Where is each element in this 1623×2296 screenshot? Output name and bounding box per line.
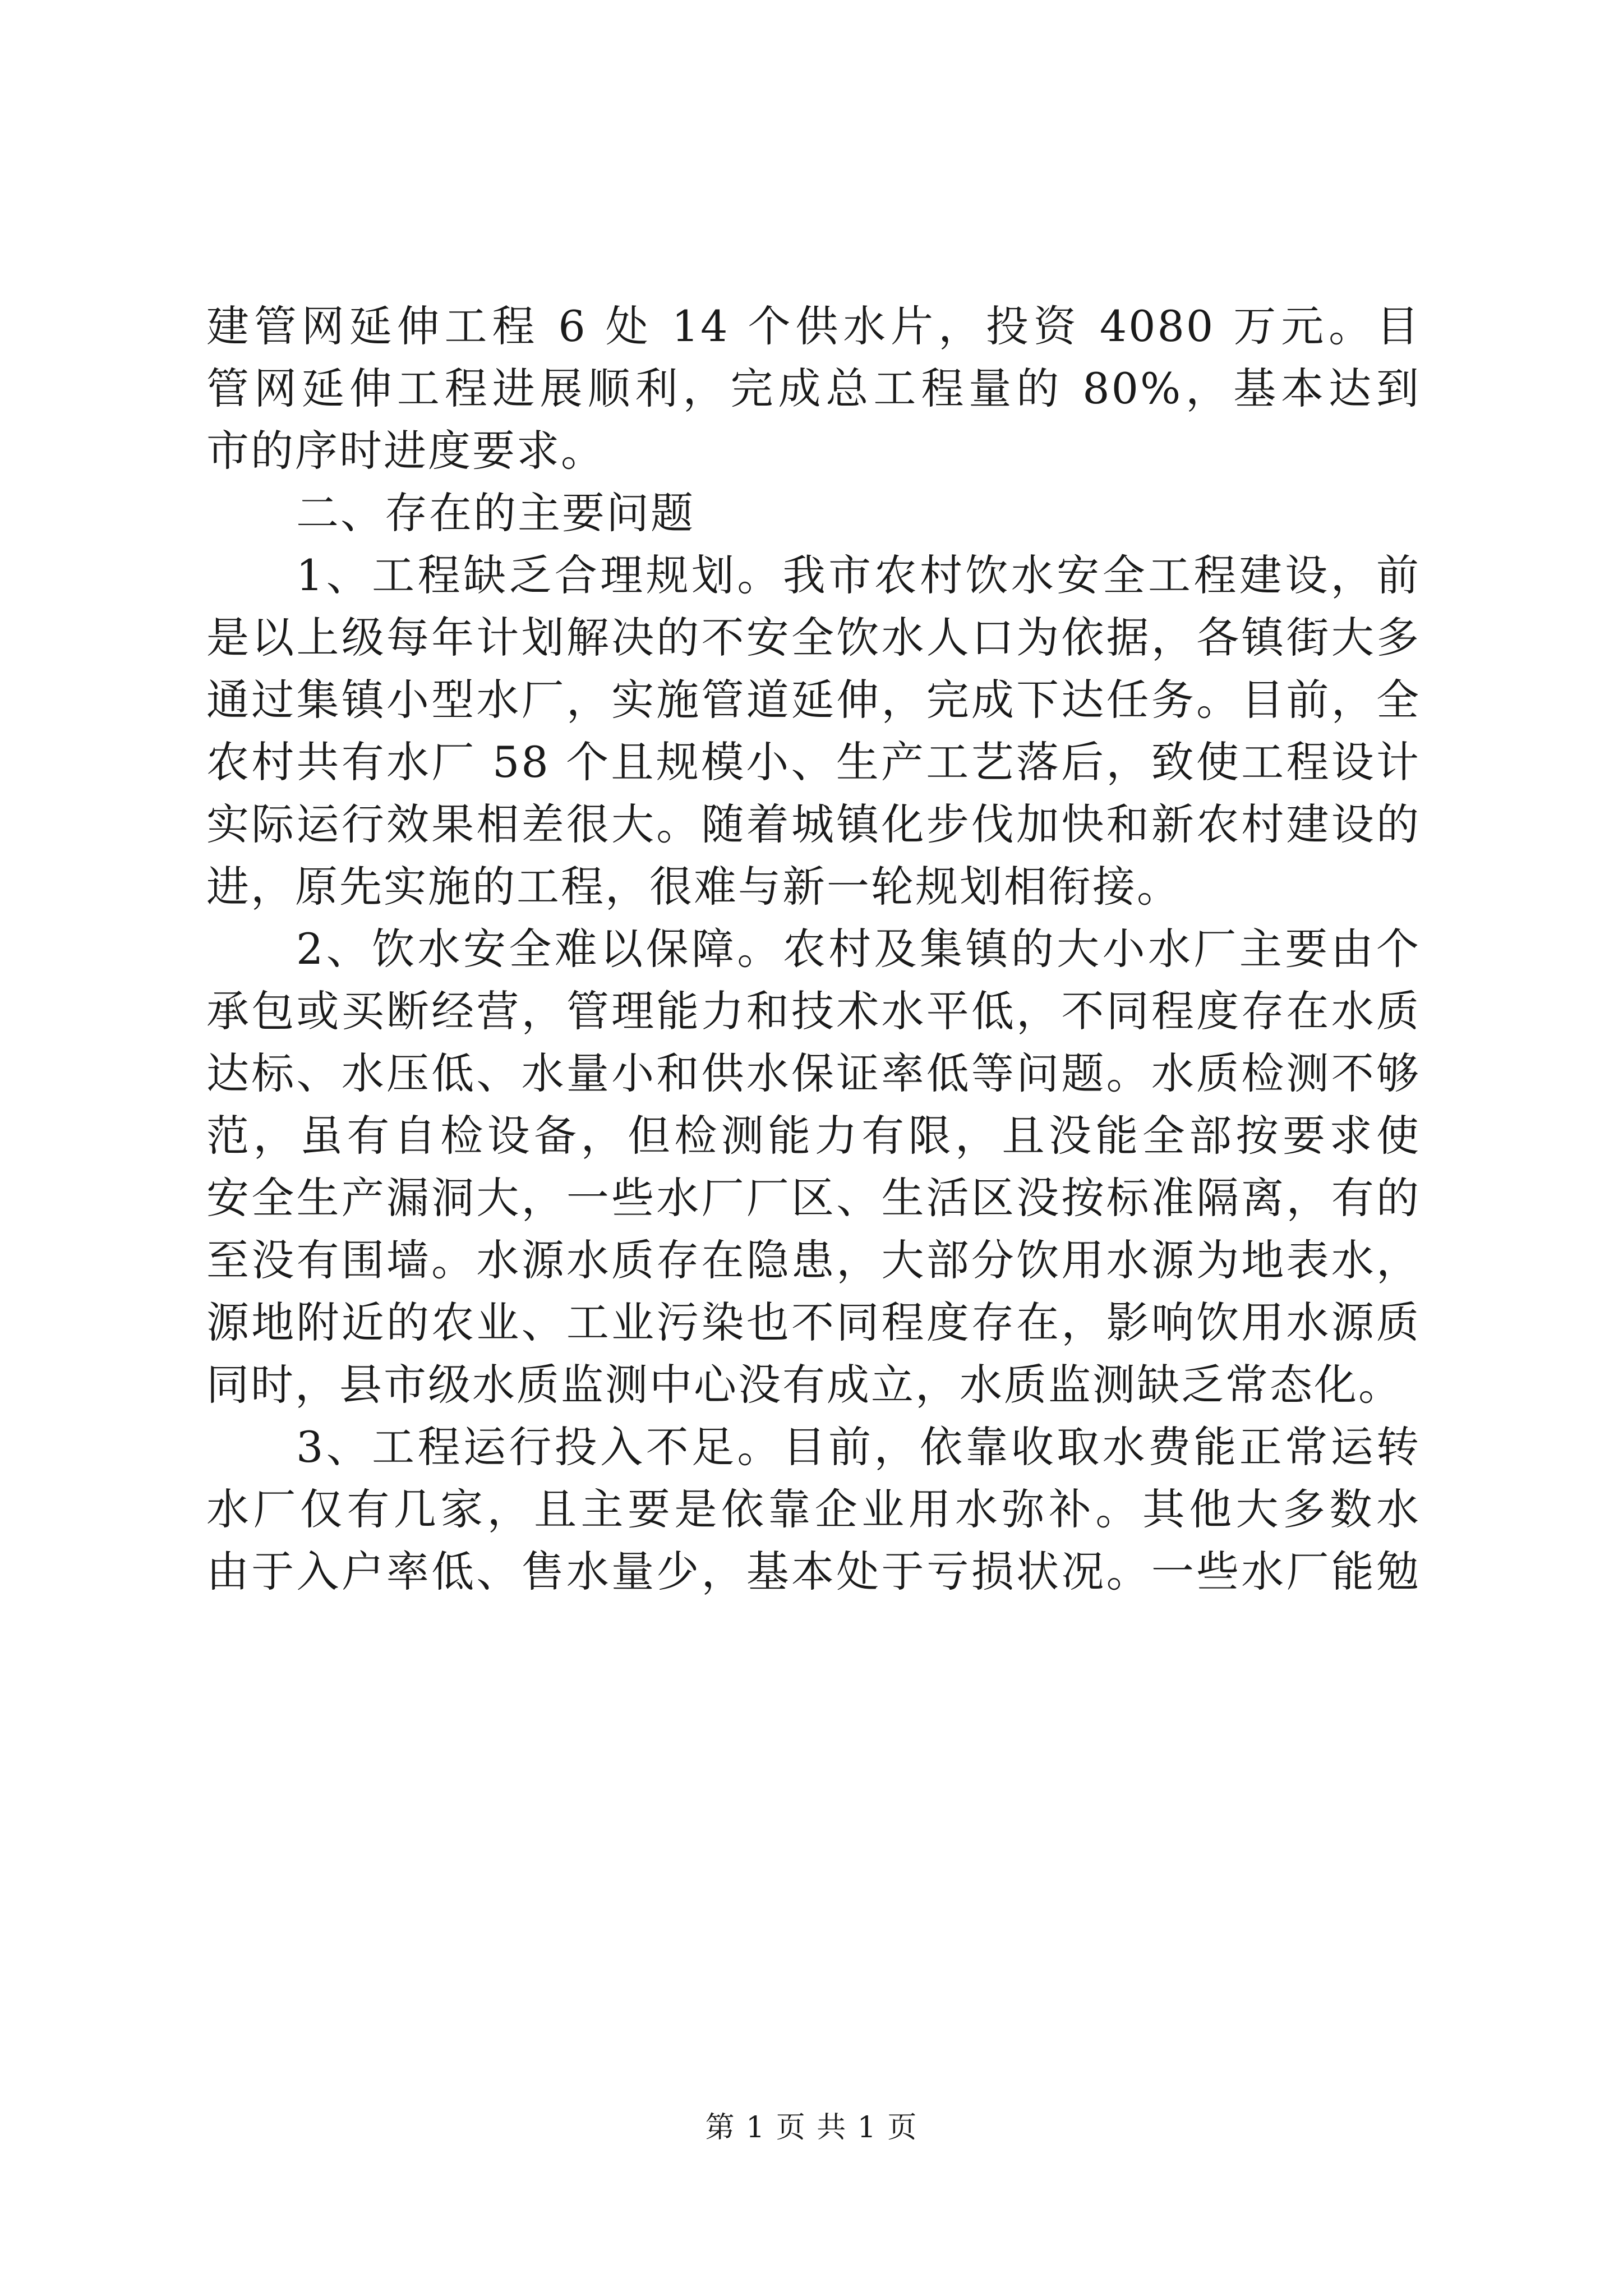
text-line: 达标、水压低、水量小和供水保证率低等问题。水质检测不够 [206, 1048, 1421, 1098]
text-line: 市的序时进度要求。 [206, 426, 605, 476]
text-line: 管网延伸工程进展顺利，完成总工程量的 80%，基本达到 [206, 364, 1421, 413]
text-line: 同时，县市级水质监测中心没有成立，水质监测缺乏常态化。 [206, 1360, 1403, 1410]
text-line: 安全生产漏洞大，一些水厂厂区、生活区没按标准隔离，有的 [206, 1173, 1421, 1223]
text-line: 2、饮水安全难以保障。农村及集镇的大小水厂主要由个 [296, 924, 1421, 974]
text-line: 建管网延伸工程 6 处 14 个供水片，投资 4080 万元。目 [206, 301, 1421, 351]
document-body [206, 295, 1421, 1603]
text-line: 是以上级每年计划解决的不安全饮水人口为依据，各镇街大多 [206, 613, 1421, 662]
page-footer: 第 1 页 共 1 页 [705, 2111, 918, 2145]
text-line: 承包或买断经营，管理能力和技术水平低，不同程度存在水质 [206, 986, 1421, 1036]
text-line: 范，虽有自检设备，但检测能力有限，且没能全部按要求使 [206, 1111, 1421, 1161]
text-line: 农村共有水厂 58 个且规模小、生产工艺落后，致使工程设计 [206, 737, 1421, 787]
section-heading: 二、存在的主要问题 [296, 488, 695, 538]
text-line: 源地附近的农业、工业污染也不同程度存在，影响饮用水源质 [206, 1297, 1421, 1347]
text-line: 水厂仅有几家，且主要是依靠企业用水弥补。其他大多数水 [206, 1484, 1421, 1534]
text-line: 实际运行效果相差很大。随着城镇化步伐加快和新农村建设的 [206, 799, 1421, 849]
text-line: 至没有围墙。水源水质存在隐患，大部分饮用水源为地表水， [206, 1235, 1421, 1285]
text-line: 通过集镇小型水厂，实施管道延伸，完成下达任务。目前，全 [206, 675, 1421, 725]
text-line: 由于入户率低、售水量少，基本处于亏损状况。一些水厂能勉 [206, 1547, 1421, 1596]
text-line: 进，原先实施的工程，很难与新一轮规划相衔接。 [206, 862, 1181, 912]
text-line: 3、工程运行投入不足。目前，依靠收取水费能正常运转 [296, 1422, 1421, 1472]
text-line: 1、工程缺乏合理规划。我市农村饮水安全工程建设，前 [296, 550, 1421, 600]
